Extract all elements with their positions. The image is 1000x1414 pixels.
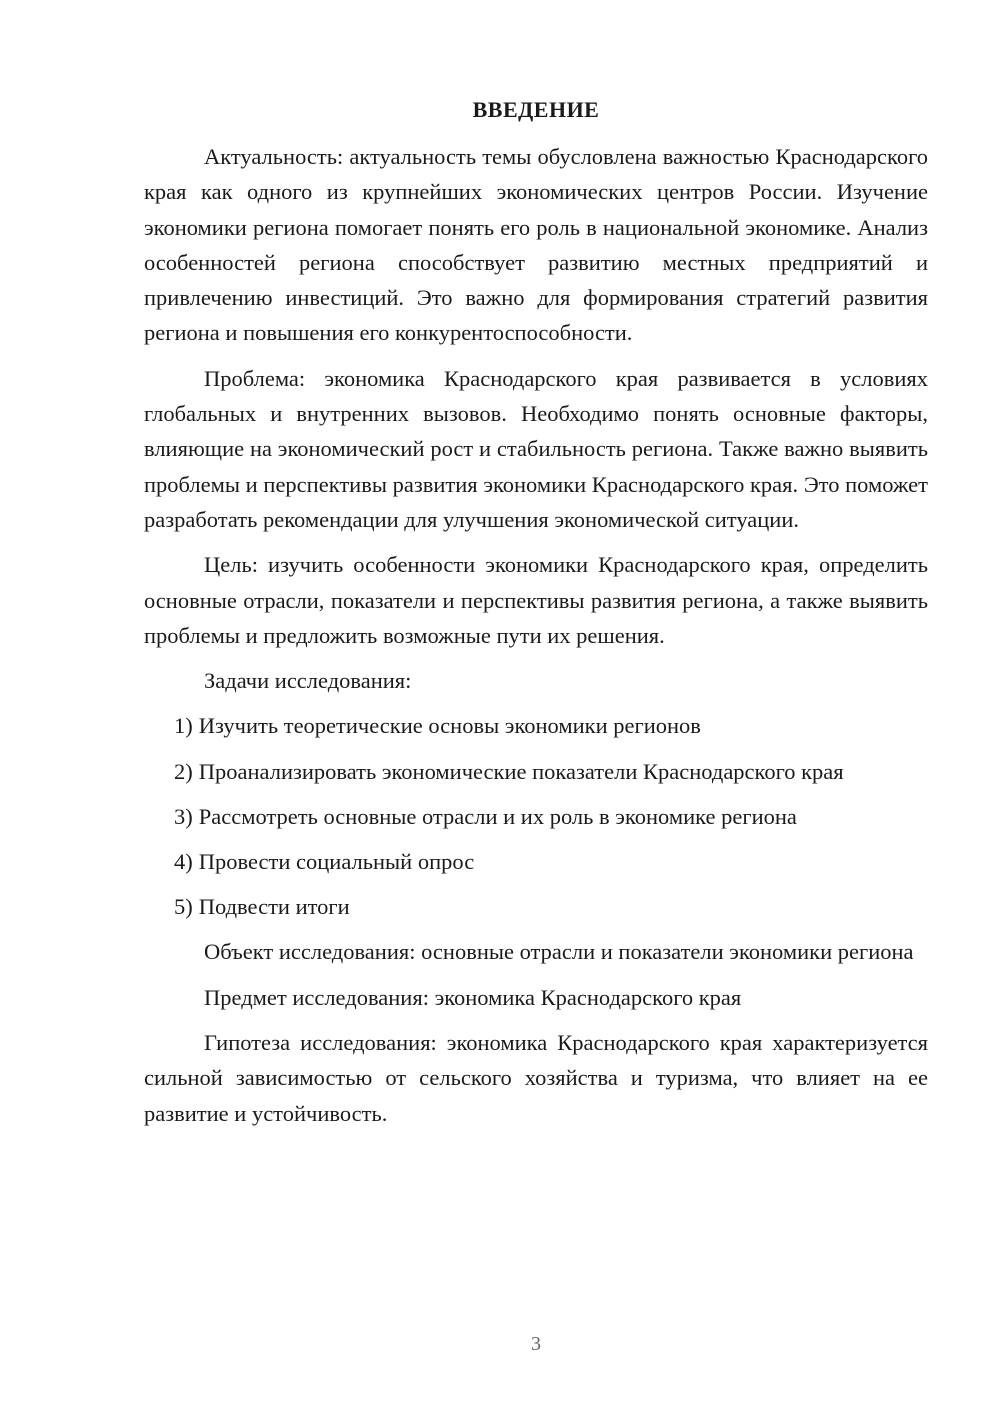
paragraph-hypothesis: Гипотеза исследования: экономика Краснодарского края характеризуется сильной зависимостью от сельского хозяйства и туризма, что влияет на ее развитие и устойчивость. bbox=[144, 1029, 928, 1126]
paragraph-object: Объект исследования: основные отрасли и показатели экономики региона bbox=[204, 939, 914, 965]
list-item bbox=[144, 799, 928, 834]
list-item-number: 3) bbox=[174, 803, 193, 829]
page-number: 3 bbox=[531, 1333, 541, 1355]
list-item-number: 2) bbox=[174, 758, 193, 784]
tasks-list bbox=[144, 708, 928, 924]
document-page bbox=[144, 92, 928, 1131]
list-item bbox=[144, 708, 928, 743]
list-item-text: Проанализировать экономические показатели Краснодарского края bbox=[198, 758, 844, 784]
tasks-heading: Задачи исследования: bbox=[204, 668, 412, 694]
list-item-number: 4) bbox=[174, 849, 193, 875]
list-item-number: 5) bbox=[174, 894, 193, 920]
paragraph-subject: Предмет исследования: экономика Краснодарского края bbox=[204, 984, 742, 1010]
list-item-number: 1) bbox=[174, 713, 193, 739]
paragraph-goal: Цель: изучить особенности экономики Краснодарского края, определить основные отрасли, показатели и перспективы развития региона, а также выявить проблемы и предложить возможные пути их решения. bbox=[144, 552, 928, 648]
list-item bbox=[144, 889, 928, 924]
list-item-text: Подвести итоги bbox=[198, 894, 350, 920]
section-title: ВВЕДЕНИЕ bbox=[472, 97, 600, 122]
list-item-text: Изучить теоретические основы экономики регионов bbox=[198, 713, 701, 739]
paragraph-relevance: Актуальность: актуальность темы обусловлена важностью Краснодарского края как одного из крупнейших экономических центров России. Изучение экономики региона помогает понять его роль в национальной экономике. Анализ особенностей региона способствует развитию местных предприятий и привлечению инвестиций. Это важно для формирования стратегий развития региона и повышения его конкурентоспособности. bbox=[144, 144, 928, 346]
list-item bbox=[144, 844, 928, 879]
list-item bbox=[144, 754, 928, 789]
paragraph-problem: Проблема: экономика Краснодарского края развивается в условиях глобальных и внутренних вызовов. Необходимо понять основные факторы, влияющие на экономический рост и стабильность региона. Также важно выявить проблемы и перспективы развития экономики Краснодарского края. Это поможет разработать рекомендации для улучшения экономической ситуации. bbox=[144, 365, 928, 532]
list-item-text: Рассмотреть основные отрасли и их роль в экономике региона bbox=[198, 803, 797, 829]
list-item-text: Провести социальный опрос bbox=[198, 849, 475, 875]
